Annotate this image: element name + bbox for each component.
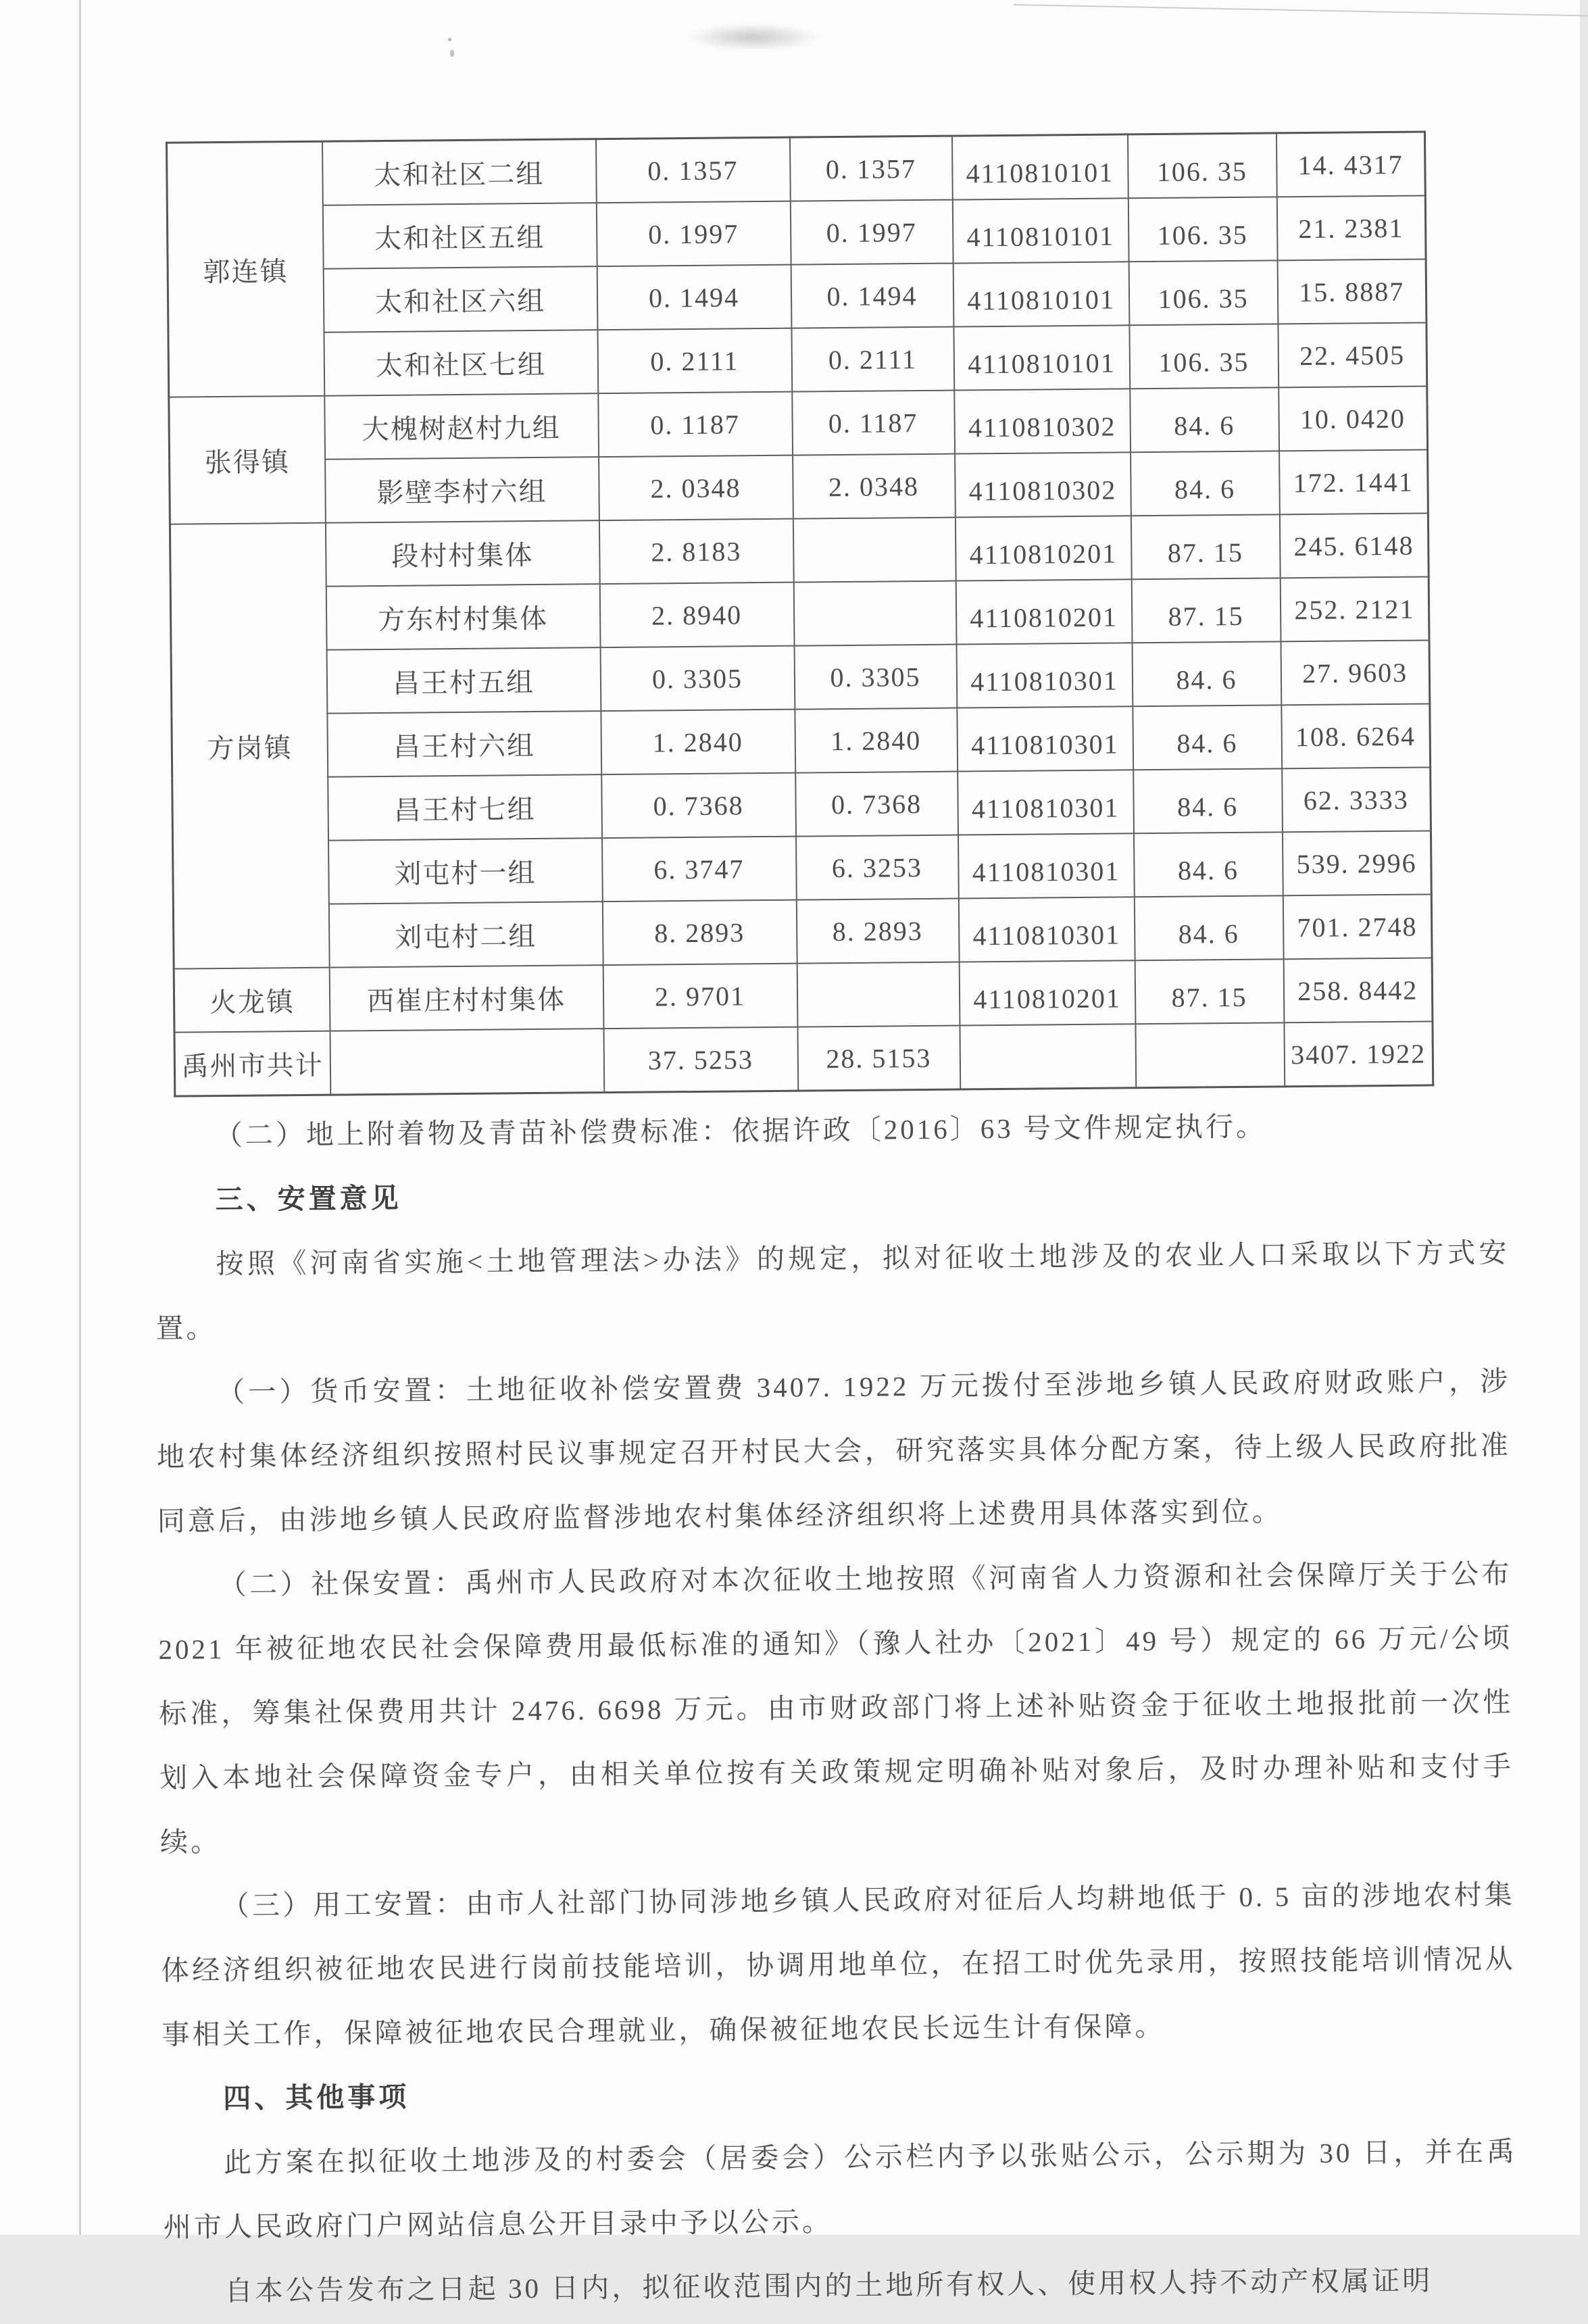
- cell-region_code: 4110810101: [951, 134, 1128, 200]
- cell-area_value_1: 0. 1187: [598, 392, 793, 458]
- cell-compensation_amount: 27. 9603: [1281, 640, 1430, 705]
- cell-compensation_standard: [1135, 1022, 1285, 1087]
- cell-town: 张得镇: [169, 396, 326, 524]
- table-row: [174, 958, 1433, 1032]
- cell-compensation_standard: 84. 6: [1133, 705, 1282, 770]
- cell-village_or_group: 西崔庄村村集体: [329, 965, 603, 1031]
- land-compensation-table-body: [167, 132, 1433, 1096]
- para-monetary-resettlement: （一）货币安置：土地征收补偿安置费 3407. 1922 万元拨付至涉地乡镇人民政府财政账户，涉地农村集体经济组织按照村民议事规定召开村民大会，研究落实具体分配方案，待上级人民政府批准同意后，由涉地乡镇人民政府监督涉地农村集体经济组织将上述费用具体落实到位。: [156, 1365, 1512, 1537]
- cell-compensation_standard: 87. 15: [1131, 514, 1280, 579]
- cell-village_or_group: 昌王村六组: [327, 711, 601, 777]
- para-ground-attachment: （二）地上附着物及青苗补偿费标准：依据许政〔2016〕63 号文件规定执行。: [214, 1110, 1267, 1152]
- cell-region_code: 4110810101: [953, 325, 1130, 390]
- cell-village_or_group: [330, 1029, 604, 1095]
- cell-area_value_1: 2. 9701: [603, 964, 797, 1029]
- table-row: [168, 259, 1426, 333]
- cell-compensation_amount: 62. 3333: [1282, 767, 1431, 832]
- cell-village_or_group: 太和社区七组: [324, 330, 598, 396]
- cell-area_value_2: 0. 1997: [790, 200, 953, 265]
- cell-compensation_amount: 245. 6148: [1279, 513, 1429, 578]
- cell-region_code: 4110810301: [957, 706, 1133, 771]
- cell-area_value_1: 37. 5253: [603, 1027, 798, 1093]
- cell-compensation_standard: 84. 6: [1134, 895, 1283, 960]
- cell-region_code: 4110810101: [952, 198, 1128, 263]
- document-paragraphs: [153, 1092, 1518, 2323]
- cell-area_value_1: 0. 1357: [595, 137, 790, 203]
- cell-area_value_1: 2. 0348: [599, 455, 793, 521]
- para-social-security-resettlement: （二）社保安置：禹州市人民政府对本次征收土地按照《河南省人力资源和社会保障厅关于公布 2021 年被征地农民社会保障费用最低标准的通知》（豫人社办〔2021〕49 号）规定的 66 万元/公顷标准，筹集社保费用共计 2476. 6698 万元。由市财政部门将上述补贴资金于征收土地报批前一次性划入本地社会保障资金专户，由相关单位按有关政策规定明确补贴对象后，及时办理补贴和支付手续。: [158, 1558, 1514, 1858]
- cell-area_value_2: 0. 1357: [789, 136, 952, 201]
- cell-compensation_amount: 10. 0420: [1279, 386, 1428, 451]
- land-compensation-table: [166, 130, 1434, 1097]
- cell-area_value_2: 0. 3305: [794, 645, 957, 710]
- cell-region_code: 4110810101: [953, 262, 1129, 326]
- cell-area_value_2: 0. 2111: [791, 327, 954, 392]
- cell-town: 郭连镇: [167, 141, 324, 397]
- cell-compensation_standard: 84. 6: [1130, 387, 1279, 452]
- cell-compensation_standard: 84. 6: [1132, 641, 1281, 706]
- table-row: [172, 767, 1431, 841]
- scan-left-edge-line: [79, 0, 81, 2235]
- table-row: [167, 132, 1426, 207]
- table-row: [173, 831, 1432, 905]
- cell-area_value_1: 8. 2893: [602, 900, 797, 966]
- cell-village_or_group: 段村村集体: [325, 520, 599, 587]
- cell-area_value_1: 0. 3305: [600, 646, 795, 712]
- cell-region_code: 4110810301: [956, 643, 1133, 708]
- cell-area_value_2: 0. 1187: [792, 391, 955, 455]
- cell-area_value_1: 0. 2111: [597, 328, 792, 394]
- cell-village_or_group: 昌王村七组: [328, 774, 602, 841]
- cell-area_value_2: [793, 518, 956, 583]
- cell-village_or_group: 太和社区五组: [322, 203, 597, 269]
- cell-compensation_amount: 14. 4317: [1276, 132, 1425, 197]
- cell-town: 火龙镇: [174, 968, 330, 1033]
- cell-region_code: 4110810201: [955, 516, 1131, 580]
- cell-compensation_standard: 106. 35: [1129, 324, 1279, 389]
- heading-resettlement-opinion: 三、安置意见: [215, 1182, 402, 1216]
- cell-compensation_standard: 87. 15: [1131, 578, 1281, 643]
- cell-region_code: 4110810301: [958, 897, 1135, 962]
- table-row: [173, 894, 1432, 968]
- cell-area_value_1: 6. 3747: [602, 837, 797, 902]
- cell-compensation_amount: 15. 8887: [1277, 259, 1426, 324]
- heading-other-matters: 四、其他事项: [223, 2081, 410, 2115]
- scan-speck: [448, 38, 451, 41]
- cell-area_value_2: 8. 2893: [796, 899, 959, 964]
- table-row: [169, 386, 1428, 460]
- cell-village_or_group: 昌王村五组: [326, 647, 601, 714]
- cell-village_or_group: 太和社区二组: [322, 139, 597, 205]
- cell-compensation_standard: 84. 6: [1131, 451, 1280, 516]
- cell-region_code: 4110810201: [956, 579, 1132, 644]
- cell-region_code: 4110810302: [954, 389, 1131, 453]
- cell-village_or_group: 太和社区六组: [323, 266, 597, 332]
- cell-area_value_2: [793, 581, 956, 646]
- table-row: [174, 1021, 1433, 1096]
- cell-compensation_standard: 84. 6: [1133, 832, 1283, 897]
- table-row: [171, 640, 1430, 714]
- cell-compensation_amount: 252. 2121: [1280, 576, 1429, 641]
- table-row: [167, 195, 1426, 270]
- cell-compensation_amount: 172. 1441: [1279, 449, 1429, 514]
- cell-village_or_group: 刘屯村二组: [328, 901, 603, 968]
- cell-area_value_2: [797, 962, 960, 1027]
- cell-compensation_amount: 539. 2996: [1282, 831, 1431, 895]
- cell-area_value_2: 0. 1494: [791, 264, 953, 328]
- cell-area_value_2: 1. 2840: [795, 708, 958, 773]
- cell-area_value_1: 0. 1494: [597, 265, 791, 330]
- scan-speck: [450, 50, 454, 57]
- cell-region_code: 4110810302: [955, 452, 1131, 517]
- cell-area_value_1: 0. 7368: [601, 773, 796, 839]
- cell-area_value_2: 0. 7368: [795, 772, 958, 837]
- cell-region_code: 4110810201: [959, 960, 1135, 1025]
- table-row: [170, 513, 1429, 587]
- cell-compensation_standard: 84. 6: [1133, 768, 1283, 833]
- cell-area_value_2: 2. 0348: [793, 454, 956, 519]
- cell-compensation_standard: 106. 35: [1128, 197, 1277, 262]
- para-employment-resettlement: （三）用工安置：由市人社部门协同涉地乡镇人民政府对征后人均耕地低于 0. 5 亩的涉地农村集体经济组织被征地农民进行岗前技能培训，协调用地单位，在招工时优先录用，按照技能培训情况从事相关工作，保障被征地农民合理就业，确保被征地农民长远生计有保障。: [161, 1879, 1516, 2050]
- para-within-30-days: 自本公告发布之日起 30 日内，拟征收范围内的土地所有权人、使用权人持不动产权属证明: [224, 2265, 1433, 2307]
- cell-compensation_amount: 21. 2381: [1276, 195, 1426, 260]
- cell-compensation_standard: 87. 15: [1135, 959, 1284, 1024]
- cell-area_value_1: 2. 8940: [599, 583, 794, 648]
- cell-region_code: 4110810301: [958, 770, 1134, 835]
- cell-area_value_1: 1. 2840: [601, 710, 795, 775]
- table-row: [172, 703, 1431, 778]
- cell-area_value_1: 0. 1997: [596, 201, 791, 267]
- scan-smudge-artifact: [686, 23, 821, 51]
- cell-region_code: [960, 1024, 1136, 1089]
- cell-village_or_group: 大槐树赵村九组: [324, 393, 599, 460]
- cell-region_code: 4110810301: [958, 833, 1134, 898]
- cell-area_value_2: 6. 3253: [796, 835, 959, 900]
- scan-top-right-edge-line: [1014, 4, 1588, 16]
- cell-village_or_group: 方东村村集体: [326, 584, 600, 650]
- table-row: [170, 576, 1429, 651]
- table-row: [168, 322, 1427, 397]
- cell-compensation_amount: 3407. 1922: [1284, 1021, 1433, 1086]
- cell-compensation_amount: 701. 2748: [1283, 894, 1432, 959]
- document-content: [145, 130, 1518, 2324]
- cell-village_or_group: 影壁李村六组: [325, 457, 599, 523]
- cell-area_value_1: 2. 8183: [599, 519, 793, 585]
- cell-compensation_amount: 258. 8442: [1283, 958, 1433, 1022]
- cell-town: 方岗镇: [170, 523, 329, 969]
- cell-area_value_2: 28. 5153: [797, 1026, 960, 1091]
- para-resettlement-intro: 按照《河南省实施<土地管理法>办法》的规定，拟对征收土地涉及的农业人口采取以下方式安置。: [155, 1237, 1510, 1344]
- cell-compensation_standard: 106. 35: [1128, 260, 1278, 325]
- cell-compensation_amount: 22. 4505: [1278, 322, 1427, 387]
- cell-town: 禹州市共计: [174, 1031, 330, 1097]
- para-public-notice: 此方案在拟征收土地涉及的村委会（居委会）公示栏内予以张贴公示，公示期为 30 日，并在禹州市人民政府门户网站信息公开目录中予以公示。: [163, 2135, 1518, 2243]
- cell-compensation_standard: 106. 35: [1127, 133, 1276, 198]
- cell-village_or_group: 刘屯村一组: [328, 838, 603, 904]
- cell-compensation_amount: 108. 6264: [1281, 703, 1431, 768]
- table-row: [170, 449, 1429, 524]
